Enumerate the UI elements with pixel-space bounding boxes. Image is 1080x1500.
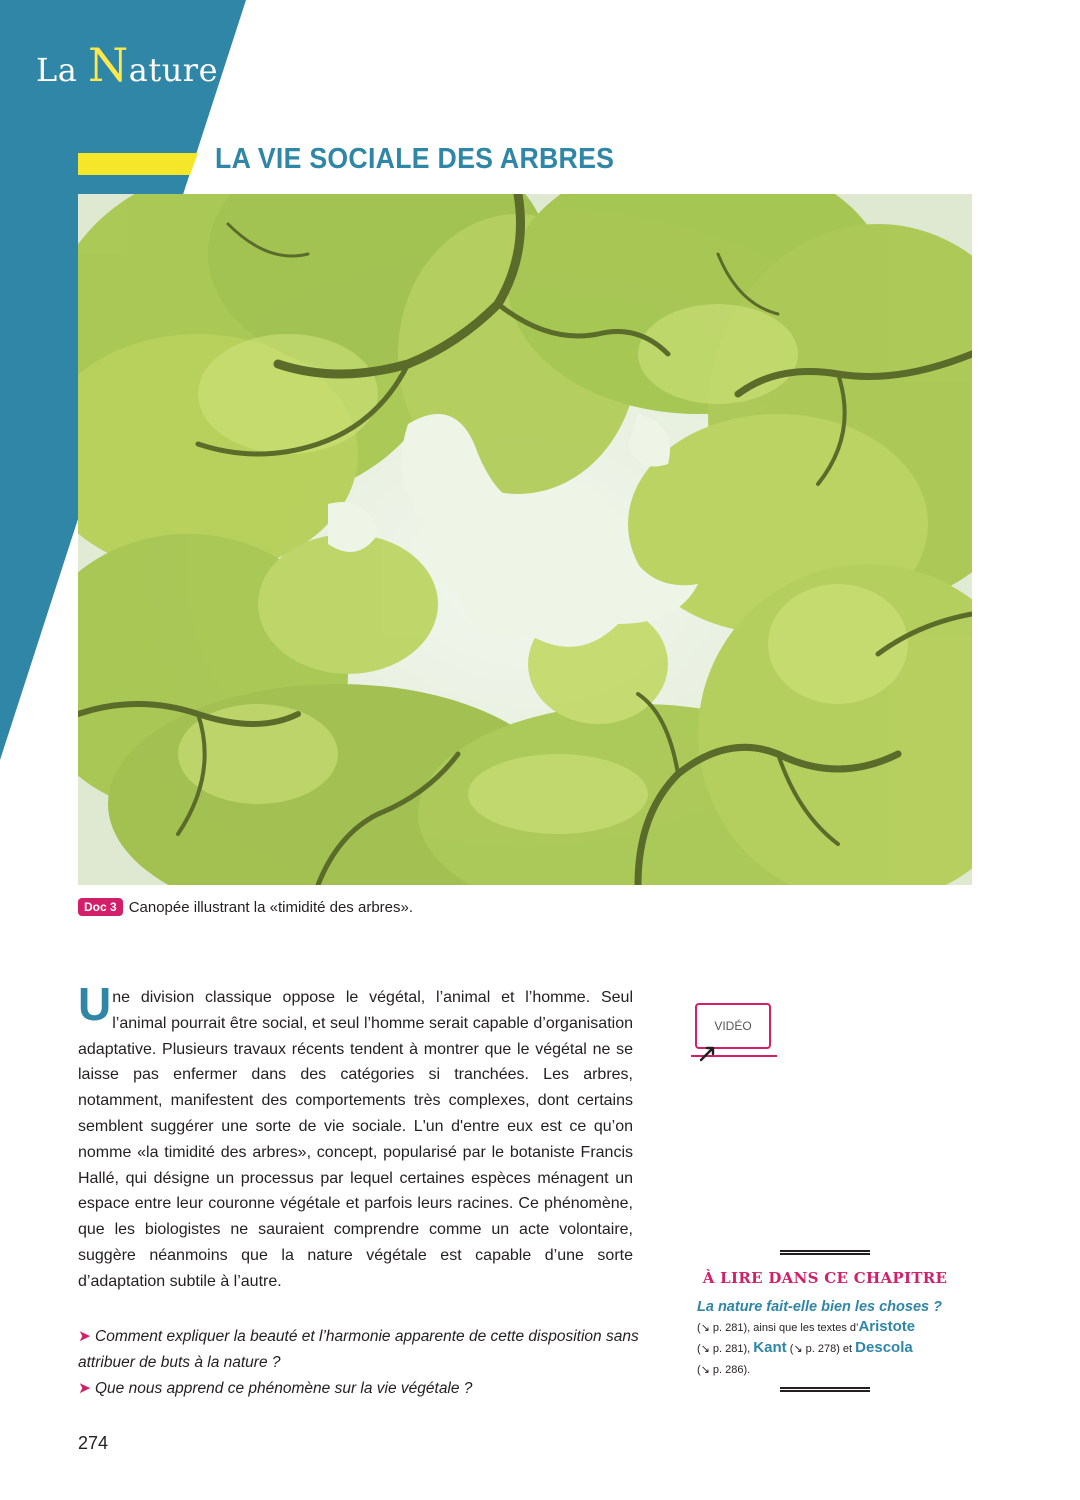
caption-text: Canopée illustrant la «timidité des arbres». bbox=[128, 899, 414, 916]
sidebar-rule-bottom bbox=[780, 1387, 870, 1392]
doc-badge: Doc 3 bbox=[78, 898, 123, 916]
sidebar-title: À LIRE DANS CE CHAPITRE bbox=[702, 1269, 948, 1287]
main-text bbox=[78, 978, 633, 1295]
canopy-photo bbox=[78, 194, 972, 885]
author-link-descola[interactable]: Descola bbox=[855, 1339, 913, 1356]
sidebar-text: La nature fait-elle bien les choses ? (↘ p. 281), ainsi que les textes d’Aristote (↘ p. 281), Kant (↘ p. 278) et Descola (↘ p. 286). bbox=[697, 1297, 967, 1380]
sidebar-question[interactable]: La nature fait-elle bien les choses ? bbox=[697, 1299, 942, 1315]
author-link-kant[interactable]: Kant bbox=[753, 1339, 787, 1356]
questions bbox=[78, 1324, 648, 1402]
main-text-body: ne division classique oppose le végétal, l’animal et l’homme. Seul l’animal pourrait être social, et seul l’homme serait capable d’organisation adaptative. Plusieurs travaux récents tendent à montrer que le végétal ne se laisse pas enfermer dans des catégories si tranchées. Les arbres, notamment, manifestent des comportements très complexes, dont certains semblent suggérer une sorte de vie sociale. L'un d'entre eux est ce qu’on nomme «la timidité des arbres», concept, popularisé par le botaniste Francis Hallé, qui désigne un processus par lequel certaines espèces ménagent un espace entre leur couronne végétale et parfois leurs racines. Ce phénomène, que les biologistes ne sauraient comprendre comme un acte volontaire, suggère néanmoins que la nature végétale est capable d’une sorte d’adaptation subtile à l’autre. bbox=[78, 989, 633, 1290]
chapter-title: La Nature bbox=[36, 38, 219, 92]
sidebar-rule-top bbox=[780, 1250, 870, 1255]
question-item: ➤ Comment expliquer la beauté et l’harmonie apparente de cette disposition sans attribuer de buts à la nature ? bbox=[78, 1328, 639, 1371]
video-label: VIDÉO bbox=[714, 1019, 752, 1033]
author-link-aristote[interactable]: Aristote bbox=[858, 1318, 916, 1335]
heading-accent-bar bbox=[78, 153, 198, 175]
page-number: 274 bbox=[78, 1433, 109, 1453]
page-heading: LA VIE SOCIALE DES ARBRES bbox=[215, 143, 615, 175]
question-marker: ➤ bbox=[78, 1328, 91, 1345]
question-item: ➤ Que nous apprend ce phénomène sur la vie végétale ? bbox=[78, 1380, 473, 1397]
question-marker: ➤ bbox=[78, 1380, 91, 1397]
dropcap: U bbox=[78, 978, 112, 1030]
figure-caption bbox=[78, 898, 413, 916]
cursor-icon bbox=[699, 1040, 719, 1062]
